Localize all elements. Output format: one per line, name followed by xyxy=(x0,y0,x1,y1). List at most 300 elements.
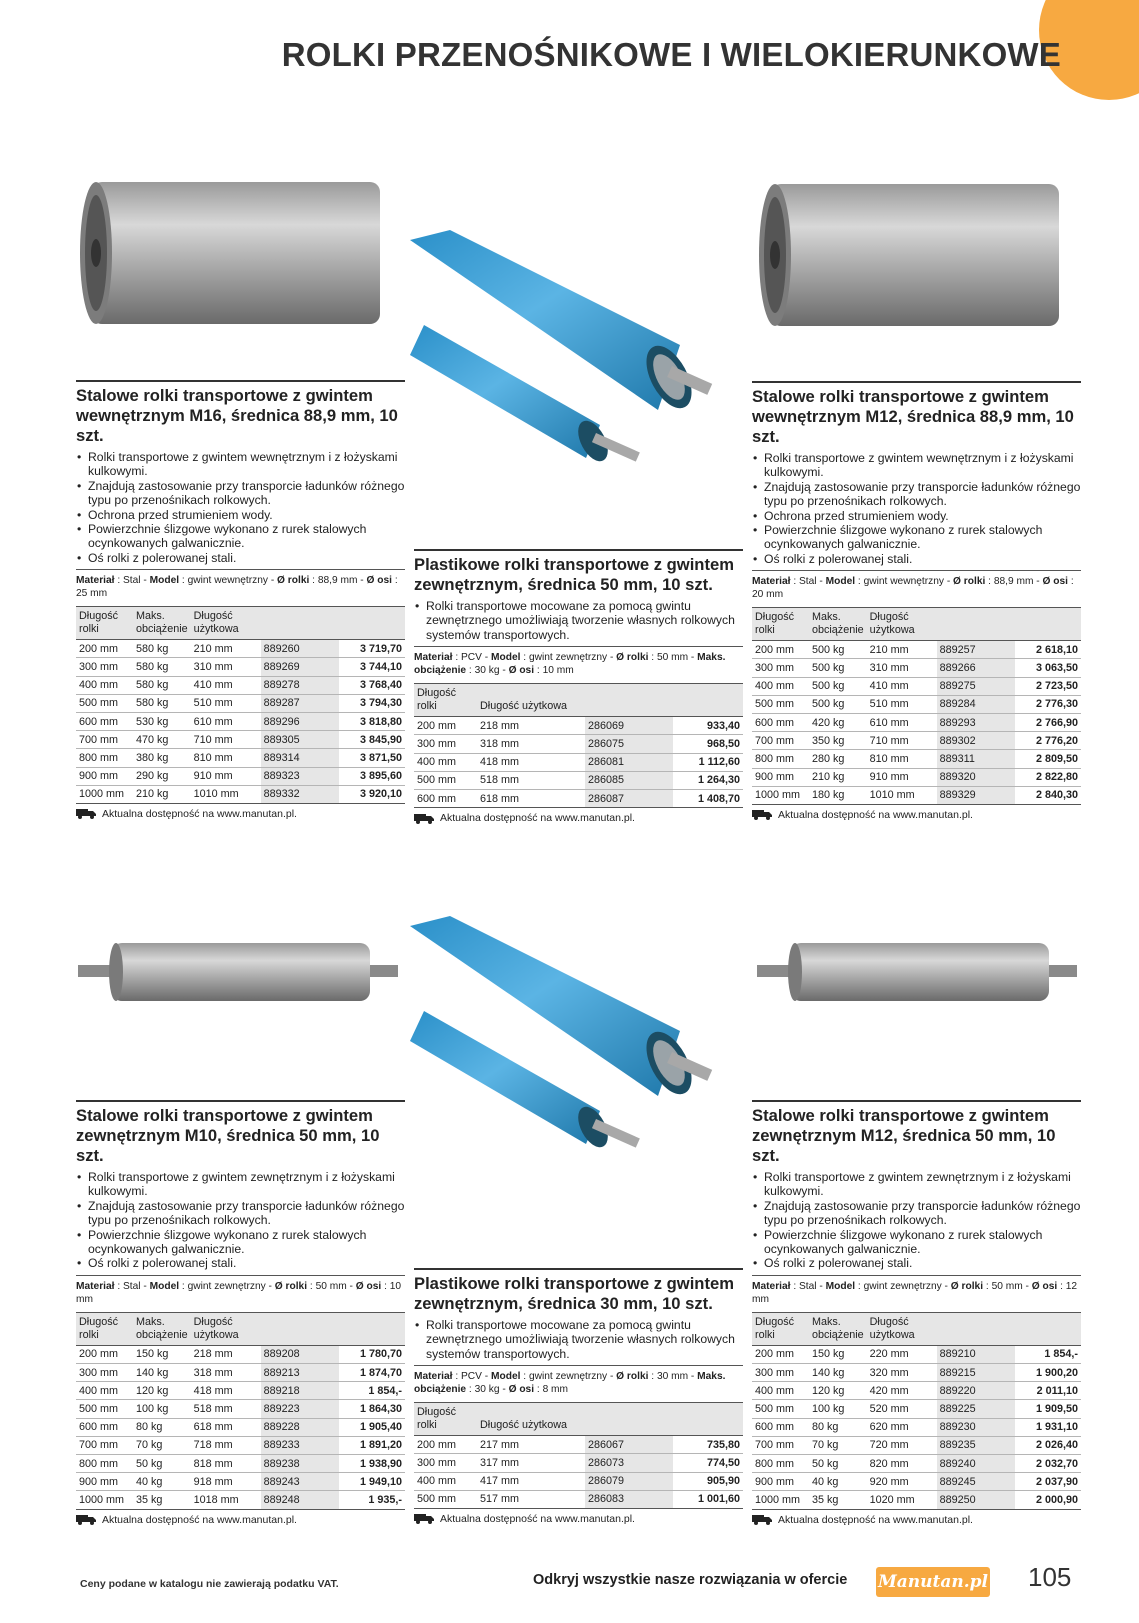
availability-text: Aktualna dostępność na www.manutan.pl. xyxy=(102,807,297,820)
availability-note[interactable] xyxy=(414,812,743,824)
table-cell: 300 mm xyxy=(76,658,133,676)
product-title: Stalowe rolki transportowe z gwintem zewnętrznym M10, średnica 50 mm, 10 szt. xyxy=(76,1106,380,1165)
price-cell: 1 949,10 xyxy=(339,1473,405,1491)
table-cell: 818 mm xyxy=(191,1454,261,1472)
table-cell: 400 mm xyxy=(414,1472,477,1490)
price-cell: 3 871,50 xyxy=(339,749,405,767)
table-cell: 218 mm xyxy=(477,717,585,735)
table-cell: 420 kg xyxy=(809,714,867,732)
feature-item: • Rolki transportowe z gwintem zewnętrznym i z łożyskami kulkowymi. xyxy=(752,1170,1081,1199)
feature-list xyxy=(414,599,743,642)
table-row xyxy=(752,1382,1081,1400)
title-rule xyxy=(752,381,1081,383)
product-code-cell[interactable]: 889225 xyxy=(937,1400,1015,1418)
table-header-row xyxy=(752,608,1081,641)
column-header: Długość użytkowa xyxy=(191,1312,261,1345)
feature-list xyxy=(76,1170,405,1271)
spec-rule xyxy=(414,1365,743,1366)
table-cell: 35 kg xyxy=(809,1491,867,1509)
table-cell: 620 mm xyxy=(867,1418,937,1436)
product-code-cell[interactable]: 889215 xyxy=(937,1364,1015,1382)
table-cell: 700 mm xyxy=(76,1436,133,1454)
table-cell: 800 mm xyxy=(752,1454,809,1472)
column-header: Długość użytkowa xyxy=(477,1403,585,1436)
product-code-cell[interactable]: 889218 xyxy=(261,1382,339,1400)
feature-item: • Rolki transportowe mocowane za pomocą gwintu zewnętrznego umożliwiają tworzenie własnych rolkowych systemów transportowych. xyxy=(414,599,743,642)
price-cell: 1 780,70 xyxy=(339,1345,405,1363)
table-row xyxy=(76,731,405,749)
table-cell: 300 mm xyxy=(76,1364,133,1382)
page-title: ROLKI PRZENOŚNIKOWE I WIELOKIERUNKOWE xyxy=(281,36,1061,73)
product-code-cell[interactable]: 889238 xyxy=(261,1454,339,1472)
product-code-cell[interactable]: 889228 xyxy=(261,1418,339,1436)
price-table xyxy=(752,607,1081,805)
column-header: Maks. obciążenie xyxy=(809,608,867,641)
table-cell: 218 mm xyxy=(191,1345,261,1363)
column-header: Długość rolki xyxy=(414,684,477,717)
availability-note[interactable] xyxy=(414,1513,743,1525)
availability-note[interactable] xyxy=(752,809,1081,821)
table-cell: 580 kg xyxy=(133,676,191,694)
availability-note[interactable] xyxy=(76,1514,405,1526)
table-cell: 500 mm xyxy=(76,694,133,712)
price-cell: 2 000,90 xyxy=(1015,1491,1081,1509)
column-header: Maks. obciążenie xyxy=(133,1312,191,1345)
table-cell: 500 mm xyxy=(414,771,477,789)
table-cell: 150 kg xyxy=(809,1345,867,1363)
table-row xyxy=(752,695,1081,713)
table-row xyxy=(752,1418,1081,1436)
table-cell: 300 mm xyxy=(414,735,477,753)
spec-rule xyxy=(752,1275,1081,1276)
price-cell: 2 026,40 xyxy=(1015,1436,1081,1454)
column-header: Długość użytkowa xyxy=(867,608,937,641)
spec-line: Materiał : Stal - Model : gwint zewnętrzny - Ø rolki : 50 mm - Ø osi : 10 mm xyxy=(76,1280,402,1305)
price-cell: 3 719,70 xyxy=(339,640,405,658)
spec-value: 50 mm xyxy=(656,652,689,664)
spec-value: 88,9 mm xyxy=(317,575,358,587)
product-panel xyxy=(752,381,1081,821)
column-header: Długość użytkowa xyxy=(867,1312,937,1345)
table-cell: 80 kg xyxy=(809,1418,867,1436)
table-row xyxy=(76,749,405,767)
product-code-cell[interactable]: 286085 xyxy=(585,771,673,789)
product-code-cell[interactable]: 889293 xyxy=(937,714,1015,732)
table-cell: 500 kg xyxy=(809,641,867,659)
feature-item: • Znajdują zastosowanie przy transporcie ładunków różnego typu po przenośnikach rolkowych. xyxy=(752,1199,1081,1228)
table-cell: 50 kg xyxy=(809,1454,867,1472)
price-cell: 2 032,70 xyxy=(1015,1454,1081,1472)
spec-label: Ø rolki xyxy=(616,652,649,664)
product-code-cell[interactable]: 286075 xyxy=(585,735,673,753)
product-code-cell[interactable]: 286073 xyxy=(585,1454,673,1472)
spec-value: 12 mm xyxy=(752,1280,1078,1305)
product-panel xyxy=(752,1100,1081,1526)
price-cell: 1 931,10 xyxy=(1015,1418,1081,1436)
price-table xyxy=(76,606,405,804)
feature-item: • Oś rolki z polerowanej stali. xyxy=(752,552,1081,566)
product-code-cell[interactable]: 286079 xyxy=(585,1472,673,1490)
price-cell: 2 723,50 xyxy=(1015,677,1081,695)
product-code-cell[interactable]: 889213 xyxy=(261,1364,339,1382)
table-cell: 200 mm xyxy=(414,717,477,735)
table-cell: 800 mm xyxy=(76,749,133,767)
table-row xyxy=(76,1364,405,1382)
feature-item: • Znajdują zastosowanie przy transporcie ładunków różnego typu po przenośnikach rolkowych. xyxy=(76,479,405,508)
table-cell: 520 mm xyxy=(867,1400,937,1418)
feature-item: • Rolki transportowe z gwintem wewnętrznym i z łożyskami kulkowymi. xyxy=(752,451,1081,480)
column-header: Długość użytkowa xyxy=(477,684,585,717)
product-title: Stalowe rolki transportowe z gwintem wewnętrznym M12, średnica 88,9 mm, 10 szt. xyxy=(752,387,1074,446)
table-row xyxy=(752,750,1081,768)
table-cell: 618 mm xyxy=(191,1418,261,1436)
spec-label: Materiał xyxy=(752,576,791,588)
product-code-cell[interactable]: 889278 xyxy=(261,676,339,694)
table-cell: 200 mm xyxy=(414,1436,477,1454)
table-row xyxy=(76,1382,405,1400)
table-cell: 280 kg xyxy=(809,750,867,768)
column-header xyxy=(585,1403,673,1436)
table-cell: 210 kg xyxy=(809,768,867,786)
title-rule xyxy=(414,1268,743,1270)
feature-item: • Powierzchnie ślizgowe wykonano z rurek stalowych ocynkowanych galwanicznie. xyxy=(752,523,1081,552)
spec-line: Materiał : PCV - Model : gwint zewnętrzny - Ø rolki : 50 mm - Maks. obciążenie : 30 kg - Ø osi : 10 mm xyxy=(414,652,726,677)
table-cell: 70 kg xyxy=(809,1436,867,1454)
price-cell: 735,80 xyxy=(673,1436,743,1454)
price-cell: 2 809,50 xyxy=(1015,750,1081,768)
table-cell: 180 kg xyxy=(809,786,867,804)
price-cell: 1 905,40 xyxy=(339,1418,405,1436)
spec-label: Ø osi xyxy=(508,1384,535,1396)
spec-label: Model xyxy=(825,576,856,588)
product-code-cell[interactable]: 286081 xyxy=(585,753,673,771)
product-code-cell[interactable]: 889287 xyxy=(261,694,339,712)
table-cell: 210 kg xyxy=(133,785,191,803)
table-cell: 580 kg xyxy=(133,658,191,676)
table-cell: 318 mm xyxy=(191,1364,261,1382)
table-cell: 400 mm xyxy=(752,677,809,695)
spec-label: Model xyxy=(825,1280,856,1292)
spec-value: Stal xyxy=(123,575,141,587)
price-cell: 2 776,20 xyxy=(1015,732,1081,750)
product-code-cell[interactable]: 889314 xyxy=(261,749,339,767)
table-cell: 600 mm xyxy=(76,713,133,731)
price-cell: 3 895,60 xyxy=(339,767,405,785)
feature-list xyxy=(752,451,1081,566)
table-cell: 200 mm xyxy=(752,641,809,659)
table-cell: 417 mm xyxy=(477,1472,585,1490)
table-cell: 1010 mm xyxy=(867,786,937,804)
product-code-cell[interactable]: 889311 xyxy=(937,750,1015,768)
availability-text: Aktualna dostępność na www.manutan.pl. xyxy=(440,812,635,825)
spec-value: 50 mm xyxy=(315,1280,347,1292)
column-header xyxy=(1015,608,1081,641)
table-cell: 400 mm xyxy=(76,676,133,694)
table-cell: 1010 mm xyxy=(191,785,261,803)
price-table xyxy=(76,1312,405,1510)
table-cell: 810 mm xyxy=(867,750,937,768)
table-row xyxy=(414,1436,743,1454)
table-cell: 530 kg xyxy=(133,713,191,731)
product-code-cell[interactable]: 889208 xyxy=(261,1345,339,1363)
truck-icon xyxy=(414,1513,436,1524)
table-cell: 40 kg xyxy=(133,1473,191,1491)
product-code-cell[interactable]: 889243 xyxy=(261,1473,339,1491)
spec-value: 25 mm xyxy=(76,588,108,600)
table-row xyxy=(76,1436,405,1454)
price-table xyxy=(414,1402,743,1509)
spec-rule xyxy=(752,570,1081,571)
product-code-cell[interactable]: 286083 xyxy=(585,1490,673,1508)
product-code-cell[interactable]: 889320 xyxy=(937,768,1015,786)
product-code-cell[interactable]: 889266 xyxy=(937,659,1015,677)
table-cell: 410 mm xyxy=(867,677,937,695)
table-cell: 300 mm xyxy=(752,1364,809,1382)
column-header xyxy=(261,1312,339,1345)
table-cell: 718 mm xyxy=(191,1436,261,1454)
product-code-cell[interactable]: 889329 xyxy=(937,786,1015,804)
product-code-cell[interactable]: 889275 xyxy=(937,677,1015,695)
spec-label: Ø rolki xyxy=(950,1280,984,1292)
table-cell: 720 mm xyxy=(867,1436,937,1454)
page-number: 105 xyxy=(1028,1562,1072,1592)
table-row xyxy=(752,1491,1081,1509)
price-cell: 2 011,10 xyxy=(1015,1382,1081,1400)
table-cell: 50 kg xyxy=(133,1454,191,1472)
table-row xyxy=(414,1472,743,1490)
spec-value: gwint wewnętrzny xyxy=(187,575,268,587)
product-code-cell[interactable]: 889305 xyxy=(261,731,339,749)
product-code-cell[interactable]: 889240 xyxy=(937,1454,1015,1472)
product-panel xyxy=(414,549,743,824)
table-cell: 400 mm xyxy=(76,1382,133,1400)
product-code-cell[interactable]: 889332 xyxy=(261,785,339,803)
spec-label: Materiał xyxy=(76,1280,115,1292)
price-cell: 774,50 xyxy=(673,1454,743,1472)
price-cell: 2 822,80 xyxy=(1015,768,1081,786)
manutan-logo[interactable]: Manutan.pl xyxy=(876,1567,990,1597)
product-code-cell[interactable]: 889233 xyxy=(261,1436,339,1454)
table-row xyxy=(76,1473,405,1491)
table-cell: 1000 mm xyxy=(752,786,809,804)
table-row xyxy=(752,1345,1081,1363)
price-table xyxy=(752,1312,1081,1510)
price-cell: 3 920,10 xyxy=(339,785,405,803)
table-cell: 418 mm xyxy=(477,753,585,771)
table-cell: 140 kg xyxy=(133,1364,191,1382)
table-cell: 1000 mm xyxy=(76,1491,133,1509)
product-code-cell[interactable]: 889210 xyxy=(937,1345,1015,1363)
spec-value: gwint zewnętrzny xyxy=(528,1371,608,1383)
feature-list xyxy=(752,1170,1081,1271)
truck-icon xyxy=(752,809,774,820)
table-header-row xyxy=(76,1312,405,1345)
product-code-cell[interactable]: 889220 xyxy=(937,1382,1015,1400)
spec-value: Stal xyxy=(799,1280,817,1292)
spec-label: Maks. obciążenie xyxy=(414,1371,726,1396)
feature-item: • Ochrona przed strumieniem wody. xyxy=(752,509,1081,523)
table-cell: 810 mm xyxy=(191,749,261,767)
table-row xyxy=(752,732,1081,750)
spec-rule xyxy=(414,646,743,647)
spec-line: Materiał : PCV - Model : gwint zewnętrzny - Ø rolki : 30 mm - Maks. obciążenie : 30 kg - Ø osi : 8 mm xyxy=(414,1371,726,1396)
table-cell: 500 kg xyxy=(809,695,867,713)
spec-value: 30 mm xyxy=(656,1371,689,1383)
column-header xyxy=(585,684,673,717)
table-row xyxy=(414,717,743,735)
table-cell: 920 mm xyxy=(867,1473,937,1491)
table-cell: 910 mm xyxy=(867,768,937,786)
spec-line: Materiał : Stal - Model : gwint wewnętrzny - Ø rolki : 88,9 mm - Ø osi : 20 mm xyxy=(752,576,1074,601)
product-code-cell[interactable]: 889284 xyxy=(937,695,1015,713)
spec-line: Materiał : Stal - Model : gwint zewnętrzny - Ø rolki : 50 mm - Ø osi : 12 mm xyxy=(752,1280,1078,1305)
table-cell: 800 mm xyxy=(752,750,809,768)
table-cell: 310 mm xyxy=(191,658,261,676)
table-cell: 618 mm xyxy=(477,789,585,807)
price-cell: 1 408,70 xyxy=(673,789,743,807)
product-code-cell[interactable]: 889260 xyxy=(261,640,339,658)
product-code-cell[interactable]: 286069 xyxy=(585,717,673,735)
spec-value: 8 mm xyxy=(542,1384,569,1396)
truck-icon xyxy=(76,808,98,819)
product-code-cell[interactable]: 889257 xyxy=(937,641,1015,659)
table-row xyxy=(752,659,1081,677)
table-row xyxy=(752,1400,1081,1418)
title-rule xyxy=(76,1100,405,1102)
spec-label: Materiał xyxy=(414,652,453,664)
spec-value: Stal xyxy=(799,576,817,588)
product-code-cell[interactable]: 889223 xyxy=(261,1400,339,1418)
table-cell: 918 mm xyxy=(191,1473,261,1491)
table-row xyxy=(76,676,405,694)
table-cell: 380 kg xyxy=(133,749,191,767)
table-row xyxy=(414,771,743,789)
table-cell: 140 kg xyxy=(809,1364,867,1382)
spec-value: 10 mm xyxy=(542,665,574,677)
plastic-roller-image xyxy=(410,230,740,520)
table-row xyxy=(414,753,743,771)
column-header: Długość rolki xyxy=(752,1312,809,1345)
feature-list xyxy=(414,1318,743,1361)
availability-note[interactable] xyxy=(76,808,405,820)
table-cell: 210 mm xyxy=(191,640,261,658)
product-code-cell[interactable]: 889245 xyxy=(937,1473,1015,1491)
product-code-cell[interactable]: 889269 xyxy=(261,658,339,676)
table-cell: 700 mm xyxy=(752,732,809,750)
table-row xyxy=(76,1400,405,1418)
table-cell: 1000 mm xyxy=(752,1491,809,1509)
table-row xyxy=(76,1454,405,1472)
table-row xyxy=(752,768,1081,786)
table-row xyxy=(752,677,1081,695)
product-code-cell[interactable]: 889235 xyxy=(937,1436,1015,1454)
spec-value: gwint zewnętrzny xyxy=(528,652,608,664)
table-cell: 1018 mm xyxy=(191,1491,261,1509)
price-cell: 1 854,- xyxy=(1015,1345,1081,1363)
table-row xyxy=(414,1454,743,1472)
column-header: Długość rolki xyxy=(76,607,133,640)
table-cell: 510 mm xyxy=(191,694,261,712)
table-cell: 200 mm xyxy=(76,640,133,658)
spec-value: 30 kg xyxy=(474,1384,500,1396)
product-panel xyxy=(76,380,405,820)
table-row xyxy=(752,1436,1081,1454)
price-cell: 1 864,30 xyxy=(339,1400,405,1418)
table-cell: 600 mm xyxy=(414,789,477,807)
table-row xyxy=(752,714,1081,732)
price-cell: 1 935,- xyxy=(339,1491,405,1509)
column-header xyxy=(1015,1312,1081,1345)
product-code-cell[interactable]: 889302 xyxy=(937,732,1015,750)
table-row xyxy=(76,1345,405,1363)
spec-label: Ø rolki xyxy=(953,576,986,588)
product-code-cell[interactable]: 889248 xyxy=(261,1491,339,1509)
table-cell: 80 kg xyxy=(133,1418,191,1436)
table-cell: 200 mm xyxy=(752,1345,809,1363)
table-cell: 500 kg xyxy=(809,677,867,695)
feature-item: • Rolki transportowe z gwintem wewnętrznym i z łożyskami kulkowymi. xyxy=(76,450,405,479)
table-cell: 300 mm xyxy=(752,659,809,677)
product-code-cell[interactable]: 889250 xyxy=(937,1491,1015,1509)
spec-label: Materiał xyxy=(76,575,115,587)
product-code-cell[interactable]: 889296 xyxy=(261,713,339,731)
table-cell: 580 kg xyxy=(133,694,191,712)
spec-label: Ø rolki xyxy=(274,1280,308,1292)
product-code-cell[interactable]: 286067 xyxy=(585,1436,673,1454)
spec-label: Materiał xyxy=(752,1280,791,1292)
column-header xyxy=(673,1403,743,1436)
spec-value: gwint zewnętrzny xyxy=(187,1280,266,1292)
price-cell: 2 766,90 xyxy=(1015,714,1081,732)
spec-line: Materiał : Stal - Model : gwint wewnętrzny - Ø rolki : 88,9 mm - Ø osi : 25 mm xyxy=(76,575,398,600)
truck-icon xyxy=(76,1514,98,1525)
price-cell: 3 768,40 xyxy=(339,676,405,694)
price-cell: 1 001,60 xyxy=(673,1490,743,1508)
product-code-cell[interactable]: 889230 xyxy=(937,1418,1015,1436)
truck-icon xyxy=(752,1514,774,1525)
price-cell: 1 900,20 xyxy=(1015,1364,1081,1382)
spec-label: Model xyxy=(149,575,180,587)
product-code-cell[interactable]: 286087 xyxy=(585,789,673,807)
table-header-row xyxy=(752,1312,1081,1345)
spec-value: Stal xyxy=(123,1280,141,1292)
table-cell: 470 kg xyxy=(133,731,191,749)
table-cell: 290 kg xyxy=(133,767,191,785)
spec-rule xyxy=(76,569,405,570)
steel-roller-large-image xyxy=(757,180,1077,330)
spec-value: 20 mm xyxy=(752,589,784,601)
availability-note[interactable] xyxy=(752,1514,1081,1526)
price-cell: 3 744,10 xyxy=(339,658,405,676)
spec-label: Model xyxy=(491,1371,521,1383)
product-code-cell[interactable]: 889323 xyxy=(261,767,339,785)
table-row xyxy=(76,767,405,785)
table-row xyxy=(752,641,1081,659)
price-cell: 2 776,30 xyxy=(1015,695,1081,713)
spec-label: Ø osi xyxy=(1031,1280,1058,1292)
spec-value: 88,9 mm xyxy=(993,576,1034,588)
table-cell: 35 kg xyxy=(133,1491,191,1509)
column-header: Długość użytkowa xyxy=(191,607,261,640)
table-cell: 700 mm xyxy=(752,1436,809,1454)
steel-roller-large-image xyxy=(78,178,398,328)
price-cell: 968,50 xyxy=(673,735,743,753)
footer-vat-note: Ceny podane w katalogu nie zawierają podatku VAT. xyxy=(80,1578,339,1590)
table-row xyxy=(414,1490,743,1508)
table-cell: 500 kg xyxy=(809,659,867,677)
table-row xyxy=(76,658,405,676)
table-header-row xyxy=(76,607,405,640)
